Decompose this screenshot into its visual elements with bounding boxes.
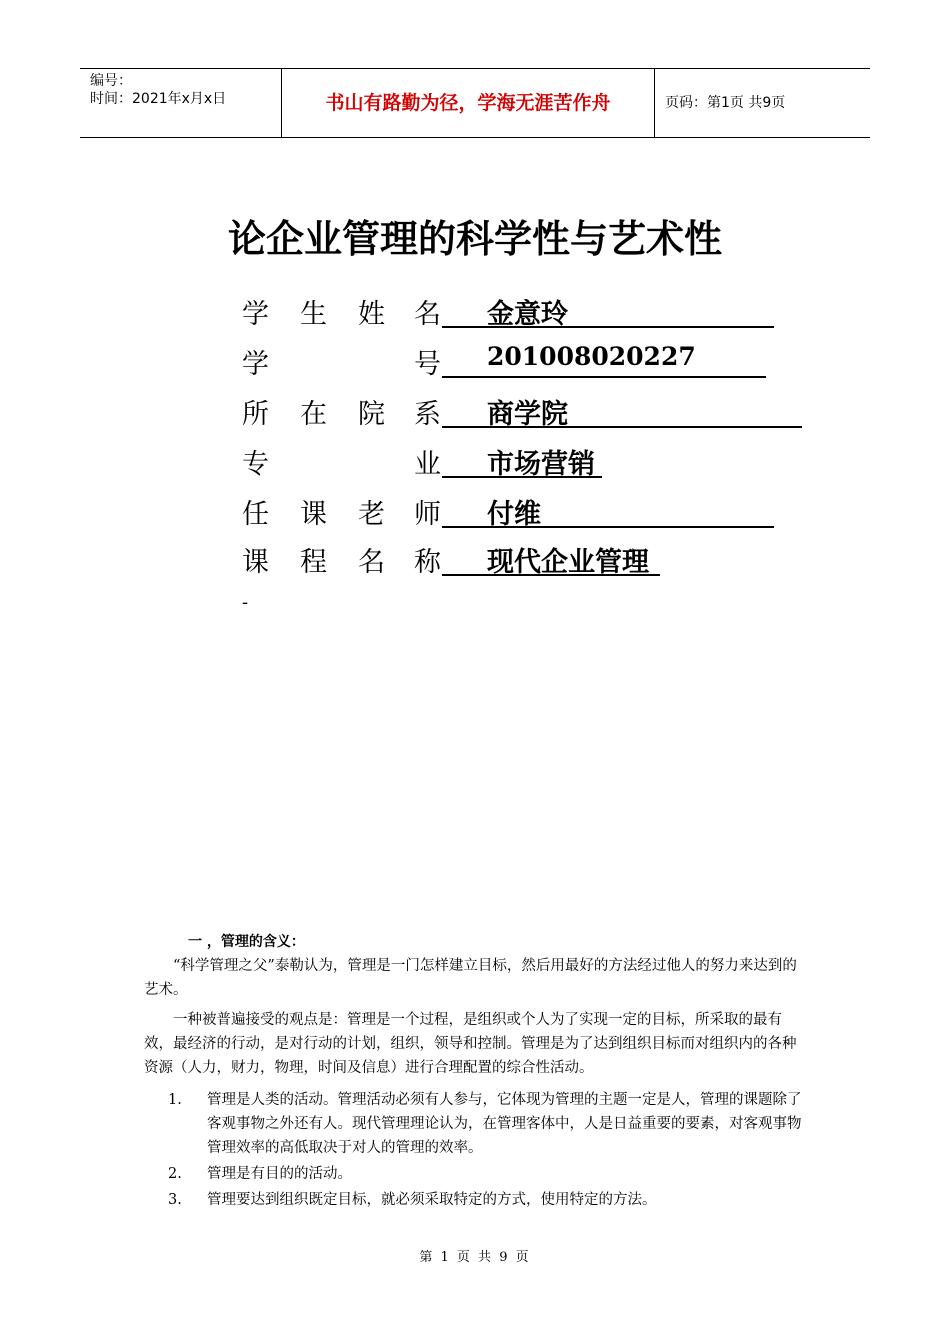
info-label [242,442,442,482]
info-value-line [442,392,802,428]
label-char: 生 [300,299,327,330]
list-number: 2. [168,1166,182,1182]
list-text: 管理是人类的活动。管理活动必须有人参与，它体现为管理的主题一定是人，管理的课题除了客观事物之外还有人。现代管理理论认为，在管理客体中，人是日益重要的要素，对客观事物管理效率的高低取决于对人的管理的效率。 [207,1092,802,1156]
stray-dash: - [242,592,249,613]
document-title: 论企业管理的科学性与艺术性 [227,217,722,261]
paragraph: 一种被普遍接受的观点是：管理是一个过程，是组织或个人为了实现一定的目标，所采取的最有效，最经济的行动，是对行动的计划，组织，领导和控制。管理是为了达到组织目标而对组织内的各种资源（人力，财力，物理，时间及信息）进行合理配置的综合性活动。 [144,1012,797,1076]
info-label [242,492,442,532]
list-text: 管理是有目的的活动。 [207,1166,352,1182]
section-heading: 一 ，管理的含义： [188,934,305,950]
info-label [242,540,442,580]
list-item [144,1162,808,1186]
course-value: 现代企业管理 [487,547,649,578]
page-header [80,68,870,138]
label-char: 系 [414,399,441,430]
label-char: 程 [300,547,327,578]
teacher-value: 付维 [487,499,541,530]
list-number: 1. [168,1092,182,1108]
student-id-value: 201008020227 [487,342,696,371]
list-number: 3. [168,1192,182,1208]
time-label: 时间：2021年x月x日 [90,91,227,107]
list-text: 管理要达到组织既定目标，就必须采取特定的方式，使用特定的方法。 [207,1192,657,1208]
label-char: 在 [300,399,327,430]
label-char: 学 [242,299,269,330]
info-value-line [442,342,766,378]
label-char: 名 [358,547,385,578]
list-item [144,1088,808,1160]
student-name-value: 金意玲 [487,299,568,330]
label-char: 称 [414,547,441,578]
number-label: 编号： [90,73,132,89]
label-char: 名 [414,299,441,330]
label-char: 课 [300,499,327,530]
label-char: 课 [242,547,269,578]
info-value-line [442,492,774,528]
header-motto: 书山有路勤为径，学海无涯苦作舟 [281,69,655,137]
label-char: 业 [414,449,441,480]
info-value-line [442,540,660,576]
info-label [242,292,442,332]
label-char: 师 [414,499,441,530]
header-meta-cell [80,69,280,137]
department-value: 商学院 [487,399,568,430]
label-char: 所 [242,399,269,430]
major-value: 市场营销 [487,449,595,480]
label-char: 老 [358,499,385,530]
label-char: 任 [242,499,269,530]
list-item [144,1188,808,1212]
header-page-code: 页码：第1页 共9页 [665,95,786,111]
info-label [242,342,442,382]
info-value-line [442,442,602,478]
label-char: 号 [414,349,441,380]
label-char: 姓 [358,299,385,330]
info-label [242,392,442,432]
label-char: 专 [242,449,269,480]
label-char: 学 [242,349,269,380]
page-footer: 第 1 页 共 9 页 [419,1250,531,1265]
body-text [144,930,808,1212]
paragraph: “科学管理之父”泰勒认为，管理是一门怎样建立目标，然后用最好的方法经过他人的努力来达到的艺术。 [144,958,797,998]
label-char: 院 [358,399,385,430]
info-value-line [442,292,774,328]
